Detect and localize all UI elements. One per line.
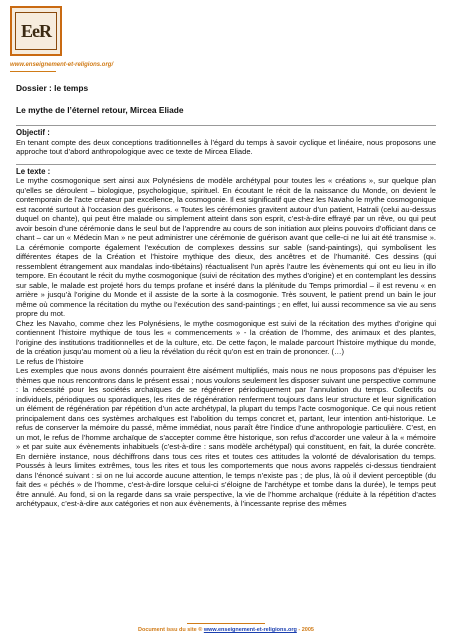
footer-divider (187, 623, 265, 624)
texte-section (16, 164, 436, 509)
site-logo[interactable] (10, 6, 62, 56)
objectif-section (16, 125, 436, 157)
texte-label: Le texte : (16, 166, 51, 176)
texte-paragraph: Le mythe cosmogonique sert ainsi aux Polynésiens de modèle archétypal pour toutes les « créations », sur quelque plan qu’elles se déroulent – biologique, psychologique, spirituel. En écoutant le récit de la naissance du Monde, on devient le contemporain de l’acte créateur par excellence, la cosmogonie. Il est significatif que chez les Navaho le mythe cosmogonique est raconté surtout à l’occasion des guérisons. « Toutes les cérémonies gravitent autour d’un patient, Hatrali (celui au-dessus duquel on chante), qui peut être malade ou simplement atteint dans son esprit, c’est-à-dire effrayé par un rêve, ou qui peut avoir besoin d’une cérémonie dans le seul but de l’apprendre au cours de son initiation aux pleins pouvoirs d’officiant dans ce chant – car un « Médecin Man » ne peut administrer une cérémonie de guérison avant que celle-ci ne lui ait été transmise ». La cérémonie comporte également l’exécution de complexes dessins sur sable (sand-paintings), qui symbolisent les différentes étapes de la Création et l’histoire mythique des dieux, des ancêtres et de l’humanité. Ces dessins (qui ressemblent étrangement aux mandalas indo-tibétains) réactualisent l’un après l’autre les évènements qui ont eu lieu in illo tempore. En écoutant le récit du mythe cosmogonique (suivi de récitation des mythes d’origine) et en contemplant les dessins sur sable, le malade est projeté hors du temps profane et inséré dans la plénitude du Temps primordial – il est revenu « en arrière » jusqu’à l’origine du Monde et il assiste de la sorte à la cosmogonie. Très souvent, le patient prend un bain le jour même où commence la récitation du mythe ou l’exécution des sand-paintings ; en effet, lui aussi recommence sa vie au sens propre du mot. (16, 176, 436, 318)
article-title: Le mythe de l’éternel retour, Mircea Eliade (16, 104, 184, 115)
objectif-text: En tenant compte des deux conceptions traditionnelles à l’égard du temps à savoir cyclique et linéaire, nous proposons une approche tout d’abord anthropologique avec ce texte de Mircea Eliade. (16, 137, 436, 156)
header-divider (10, 71, 56, 72)
dossier-heading: Dossier : le temps (16, 83, 89, 93)
site-url[interactable]: www.enseignement-et-religions.org/ (10, 62, 114, 68)
footer-site-link[interactable]: www.enseignement-et-religions.org (203, 627, 297, 633)
footer-prefix: Document issu du site ® (138, 627, 204, 633)
document-body (16, 84, 436, 509)
texte-paragraph: Chez les Navaho, comme chez les Polynésiens, le mythe cosmogonique est suivi de la récitation des mythes d’origine qui contiennent l’histoire mythique de tous les « commencements » - la création de l’homme, des animaux et des plantes, l’origine des institutions traditionnelles et de la culture, etc. De cette façon, le malade parcourt l’histoire mythique du monde, de la création jusqu’au moment où a lieu la révélation du récit qu’on est en train de prononcer. (…) (16, 318, 436, 356)
footer (0, 627, 452, 633)
texte-paragraph: Les exemples que nous avons donnés pourraient être aisément multipliés, mais nous ne nous proposons pas d’épuiser les thèmes que nous rencontrons dans le présent essai ; nous voulons seulement les disposer suivant une perspective commune : la nécessité pour les sociétés archaïques de se régénérer périodiquement par l’annulation du temps. Collectifs ou individuels, périodiques ou sporadiques, les rites de régénération renferment toujours dans leur structure et leur signification un élément de régénération par répétition d’un acte archétypal, la plupart du temps l’acte cosmogonique. Ce qui nous retient principalement dans ces systèmes archaïques est l’abolition du temps concret et, partant, leur intention anti-historique. Le refus de conserver la mémoire du passé, même immédiat, nous paraît être l’indice d’une anthropologie particulière. C’est, en un mot, le refus de l’homme archaïque de s’accepter comme être historique, son refus d’accorder une valeur à la « mémoire » et par suite aux évènements inhabituels (c’est-à-dire : sans modèle archétypal) qui constituent, en fait, la durée concrète. En dernière instance, nous déchiffrons dans tous ces rites et toutes ces attitudes la volonté de dévalorisation du temps. Poussés à leurs limites extrêmes, tous les rites et tous les comportements que nous avons rappelés ci-dessus tiendraient dans l’énoncé suivant : si on ne lui accorde aucune attention, le temps n’existe pas ; de plus, là où il devient perceptible (du fait des « péchés » de l’homme, c’est-à-dire lorsque celui-ci s’éloigne de l’archétype et tombe dans la durée), le temps peut être annulé. Au fond, si on la regarde dans sa vraie perspective, la vie de l’homme archaïque (réduite à la répétition d’actes archétypaux, c’est-à-dire aux catégories et non aux évènements, à l’incessante reprise des mêmes (16, 366, 436, 508)
subheading-refus: Le refus de l’histoire (16, 356, 84, 366)
objectif-label: Objectif : (16, 128, 50, 137)
footer-suffix: - 2005 (296, 627, 314, 633)
logo-text: EeR (15, 12, 57, 50)
